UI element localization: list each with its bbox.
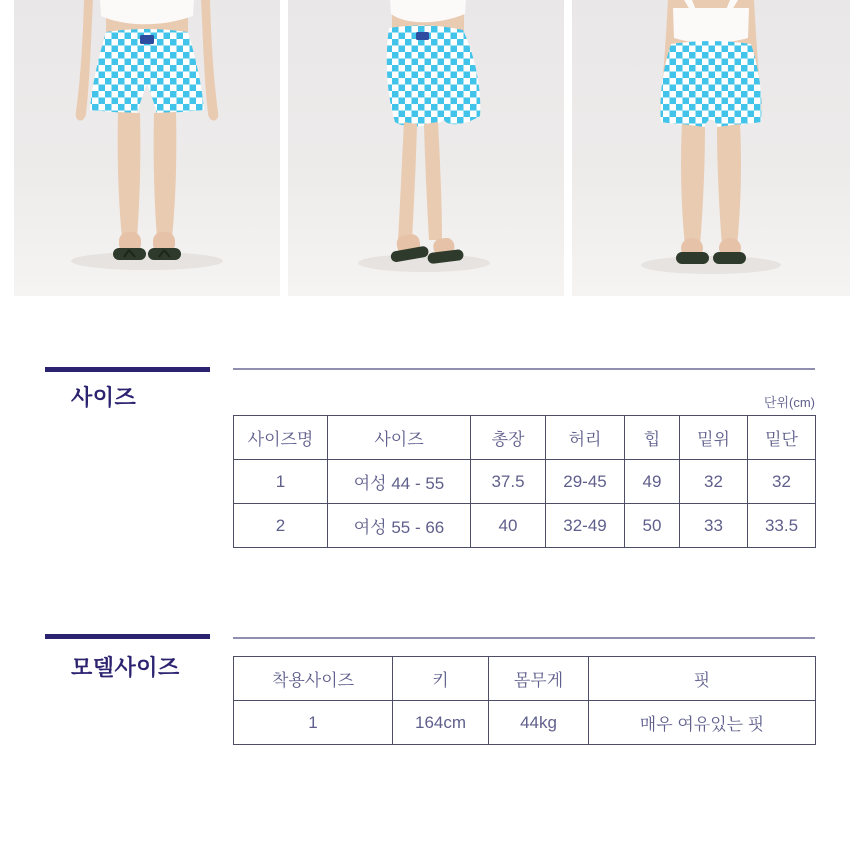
col-header-worn-size: 착용사이즈	[234, 657, 393, 701]
hip-cell: 50	[625, 504, 680, 548]
size-name-cell: 2	[234, 504, 328, 548]
model-section-title: 모델사이즈	[71, 655, 180, 680]
col-header-weight: 몸무게	[489, 657, 589, 701]
col-header-size: 사이즈	[328, 416, 471, 460]
product-photo-strip	[14, 0, 850, 296]
model-size-table	[233, 656, 816, 745]
waist-cell: 29-45	[546, 460, 625, 504]
col-header-height: 키	[393, 657, 489, 701]
size-table-row-2	[234, 504, 816, 548]
height-cell: 164cm	[393, 701, 489, 745]
size-section-accent-rule	[45, 367, 210, 372]
col-header-hem: 밑단	[748, 416, 816, 460]
col-header-rise: 밑위	[680, 416, 748, 460]
hem-cell: 32	[748, 460, 816, 504]
size-cell: 여성 44 - 55	[328, 460, 471, 504]
model-table-wrap	[233, 656, 816, 745]
size-section-divider	[233, 368, 815, 370]
model-table-header-row	[234, 657, 816, 701]
product-photo-front	[14, 0, 280, 296]
size-cell: 여성 55 - 66	[328, 504, 471, 548]
model-section-accent-rule	[45, 634, 210, 639]
size-section-title: 사이즈	[71, 385, 137, 410]
length-cell: 37.5	[471, 460, 546, 504]
fit-cell: 매우 여유있는 핏	[589, 701, 816, 745]
col-header-fit: 핏	[589, 657, 816, 701]
rise-cell: 32	[680, 460, 748, 504]
col-header-length: 총장	[471, 416, 546, 460]
size-name-cell: 1	[234, 460, 328, 504]
size-table-row-1	[234, 460, 816, 504]
unit-label: 단위(cm)	[763, 395, 815, 410]
product-photo-back	[572, 0, 850, 296]
length-cell: 40	[471, 504, 546, 548]
col-header-waist: 허리	[546, 416, 625, 460]
model-section-divider	[233, 637, 815, 639]
hip-cell: 49	[625, 460, 680, 504]
col-header-hip: 힙	[625, 416, 680, 460]
hem-cell: 33.5	[748, 504, 816, 548]
product-photo-side	[288, 0, 564, 296]
model-table-row-1	[234, 701, 816, 745]
col-header-size-name: 사이즈명	[234, 416, 328, 460]
waist-cell: 32-49	[546, 504, 625, 548]
size-table-wrap	[233, 415, 816, 548]
size-table	[233, 415, 816, 548]
size-table-header-row	[234, 416, 816, 460]
rise-cell: 33	[680, 504, 748, 548]
weight-cell: 44kg	[489, 701, 589, 745]
worn-size-cell: 1	[234, 701, 393, 745]
